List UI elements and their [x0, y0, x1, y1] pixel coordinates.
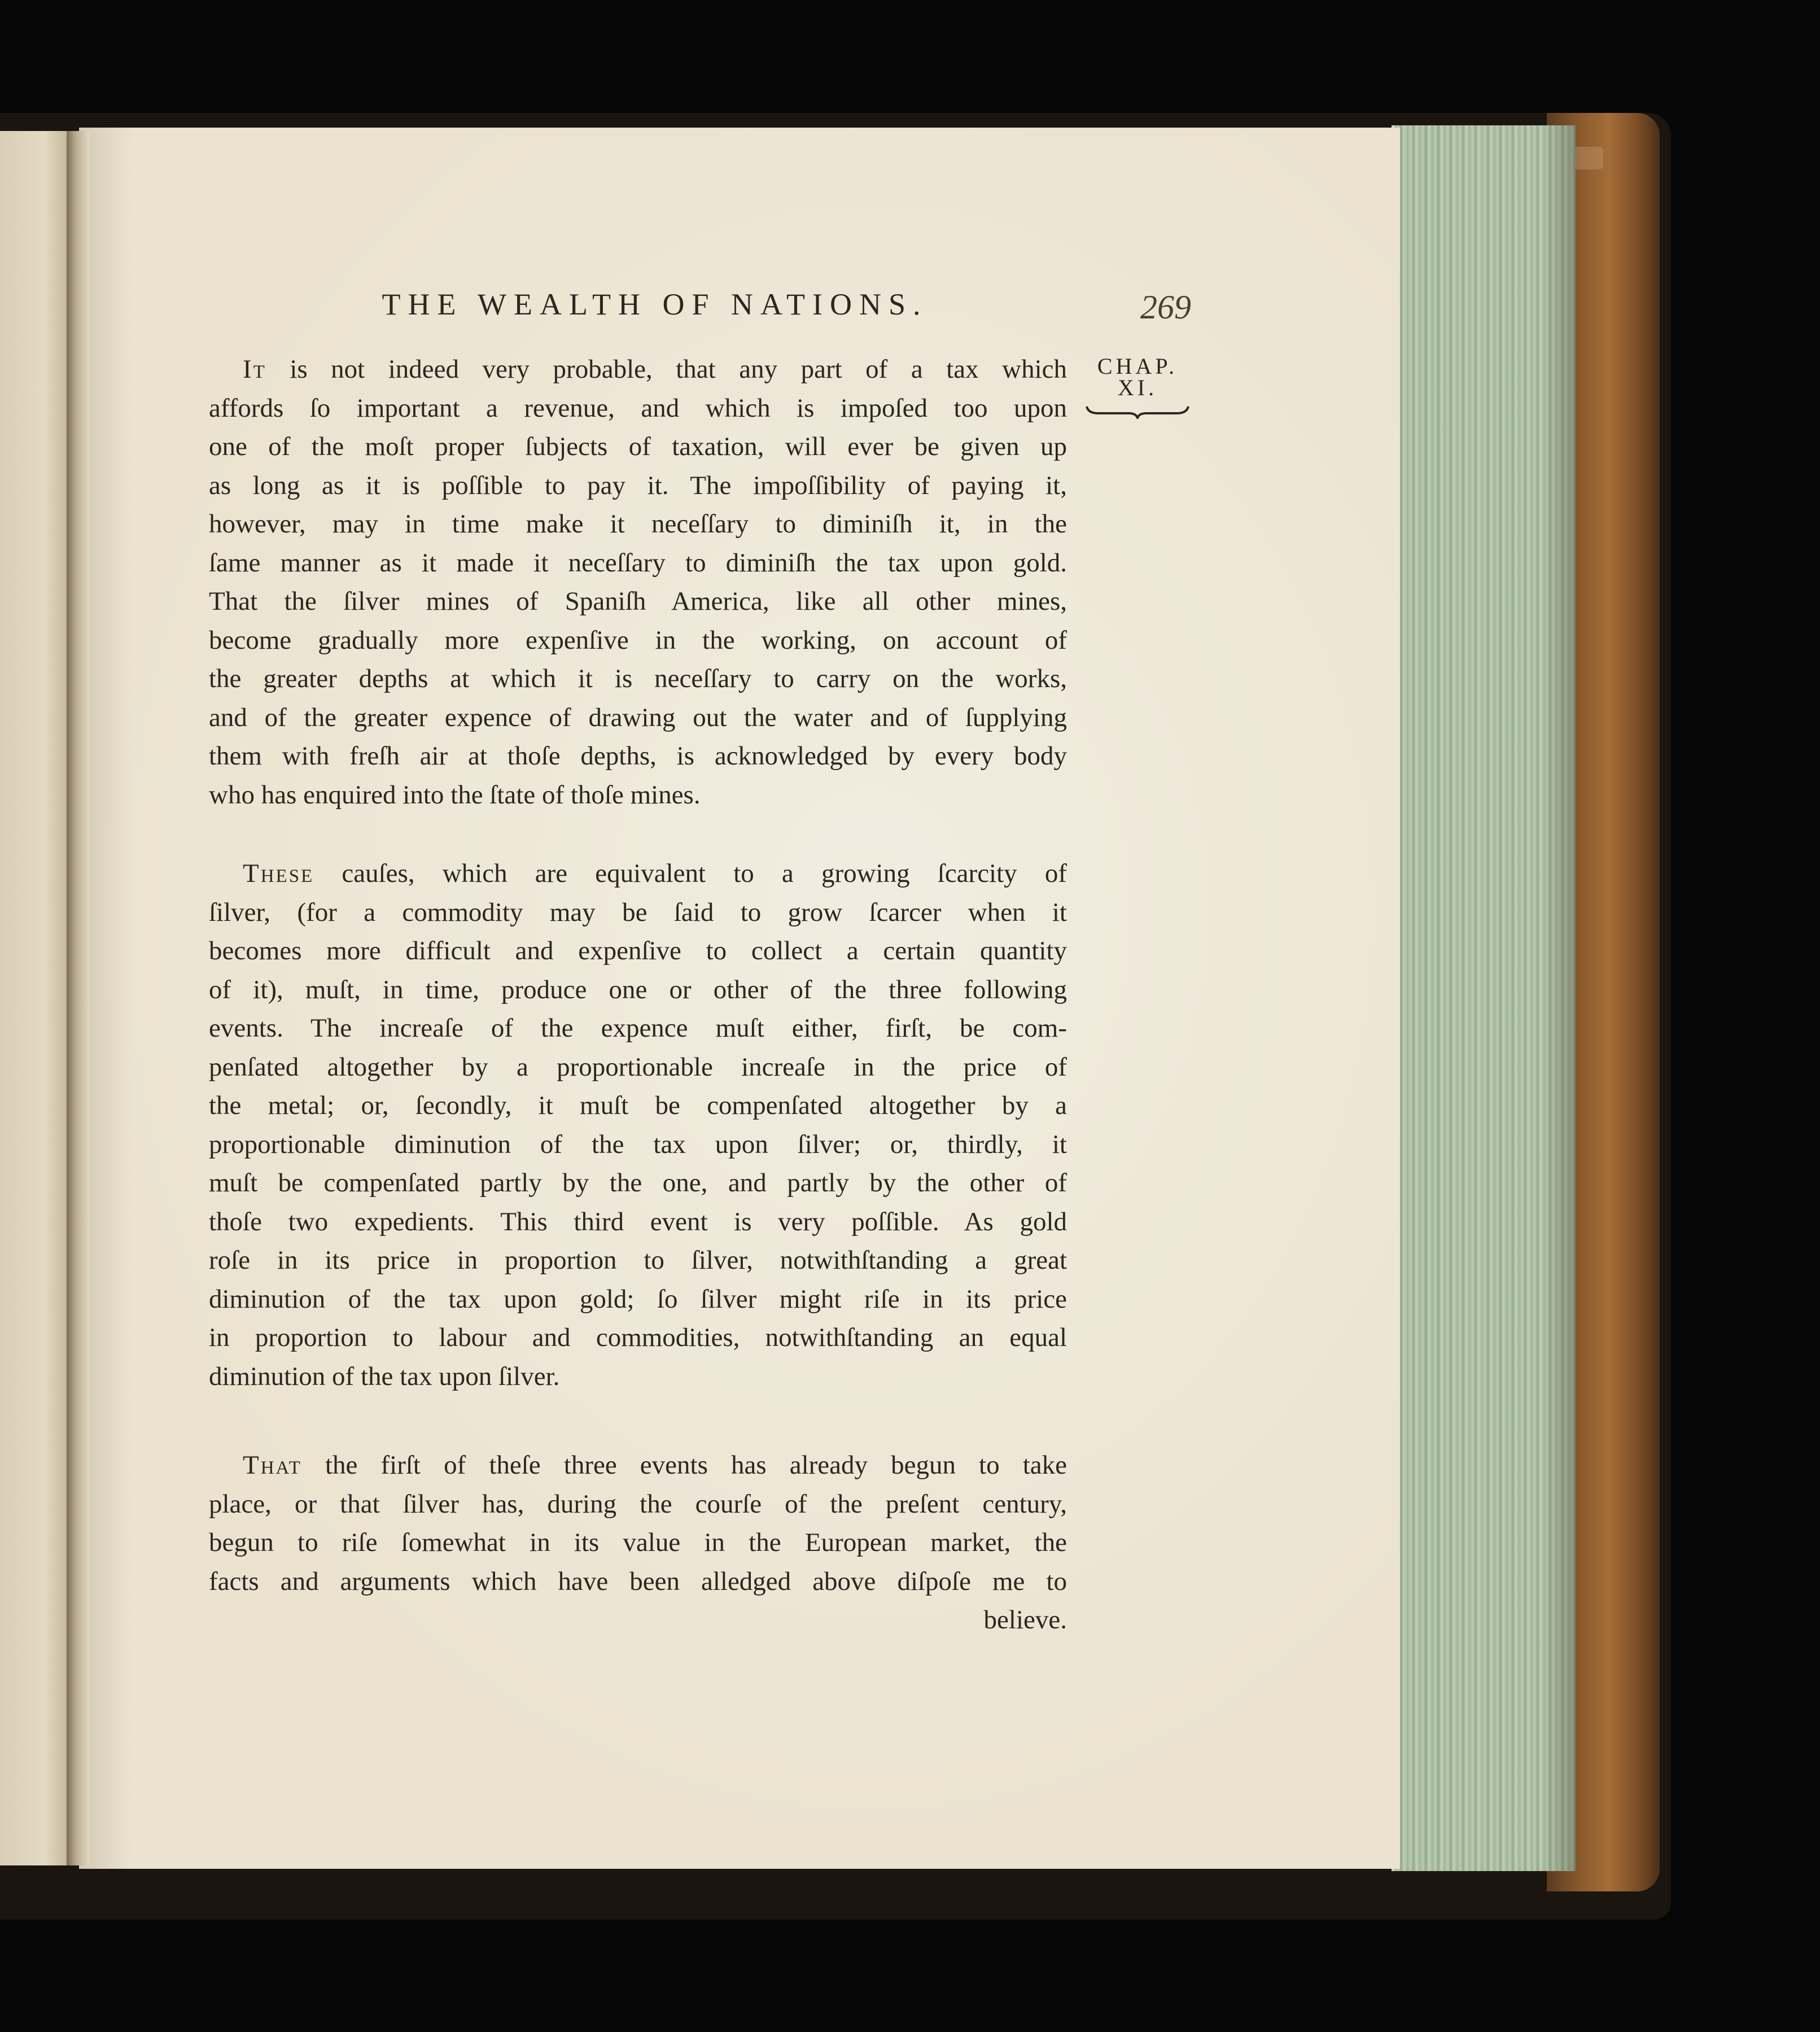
text-line: ſame manner as it made it neceſſary to diminiſh the tax upon gold. — [209, 548, 1067, 578]
running-header: THE WEALTH OF NATIONS. — [382, 287, 928, 321]
text-line: roſe in its price in proportion to ſilver, notwithſtanding a great — [209, 1246, 1067, 1275]
text-line: diminution of the tax upon ſilver. — [209, 1361, 560, 1391]
left-page-sliver — [0, 131, 73, 1865]
text-line: facts and arguments which have been alledged above diſpoſe me to — [209, 1566, 1067, 1596]
text-line: That the firſt of theſe three events has already begun to take — [243, 1450, 1067, 1480]
text-line: one of the moſt proper ſubjects of taxation, will ever be given up — [209, 432, 1067, 461]
text-line: of it), muſt, in time, produce one or other of the three following — [209, 975, 1067, 1004]
marginal-chap-label: CHAP. — [1097, 353, 1178, 379]
text-line: who has enquired into the ſtate of thoſe mines. — [209, 780, 701, 810]
page-edges — [1392, 125, 1576, 1871]
text-line: as long as it is poſſible to pay it. The impoſſibility of paying it, — [209, 470, 1067, 500]
text-line: and of the greater expence of drawing out the water and of ſupplying — [209, 702, 1067, 732]
text-line: It is not indeed very probable, that any part of a tax which — [243, 355, 1067, 384]
text-line: become gradually more expenſive in the working, on account of — [209, 625, 1067, 655]
text-line: These cauſes, which are equivalent to a growing ſcarcity of — [243, 859, 1067, 888]
marginal-chapter-note — [1078, 353, 1197, 400]
paragraph-3 — [209, 1446, 1067, 1640]
text-line: them with freſh air at thoſe depths, is acknowledged by every body — [209, 741, 1067, 771]
paragraph-1 — [209, 350, 1067, 814]
text-line: the greater depths at which it is neceſſary to carry on the works, — [209, 664, 1067, 693]
text-line: place, or that ſilver has, during the courſe of the preſent century, — [209, 1489, 1067, 1519]
text-line: events. The increaſe of the expence muſt either, firſt, be com- — [209, 1013, 1067, 1043]
catchword: believe. — [983, 1605, 1067, 1635]
text-line: becomes more difficult and expenſive to collect a certain quantity — [209, 936, 1067, 965]
paragraph-lead-word: These — [243, 859, 314, 888]
text-line: in proportion to labour and commodities, notwithſtanding an equal — [209, 1323, 1067, 1352]
text-line: ſilver, (for a commodity may be ſaid to grow ſcarcer when it — [209, 897, 1067, 927]
text-line: begun to riſe ſomewhat in its value in the European market, the — [209, 1528, 1067, 1557]
text-line: affords ſo important a revenue, and which is impoſed too upon — [209, 393, 1067, 423]
text-line: That the ſilver mines of Spaniſh America, like all other mines, — [209, 587, 1067, 616]
text-line: thoſe two expedients. This third event is very poſſible. As gold — [209, 1207, 1067, 1236]
text-line: penſated altogether by a proportionable increaſe in the price of — [209, 1052, 1067, 1082]
text-line: proportionable diminution of the tax upon ſilver; or, thirdly, it — [209, 1129, 1067, 1159]
marginal-chap-number: XI. — [1117, 375, 1158, 400]
text-line: however, may in time make it neceſſary to diminiſh it, in the — [209, 509, 1067, 539]
text-line: diminution of the tax upon gold; ſo ſilver might riſe in its price — [209, 1284, 1067, 1314]
book-gutter — [67, 131, 89, 1865]
paragraph-lead-word: It — [243, 355, 266, 384]
page-number: 269 — [1140, 289, 1191, 326]
brace-ornament — [1084, 402, 1191, 419]
paragraph-lead-word: That — [243, 1450, 302, 1480]
text-line: muſt be compenſated partly by the one, and partly by the other of — [209, 1168, 1067, 1198]
paragraph-2 — [209, 854, 1067, 1396]
text-line: the metal; or, ſecondly, it muſt be compenſated altogether by a — [209, 1091, 1067, 1120]
